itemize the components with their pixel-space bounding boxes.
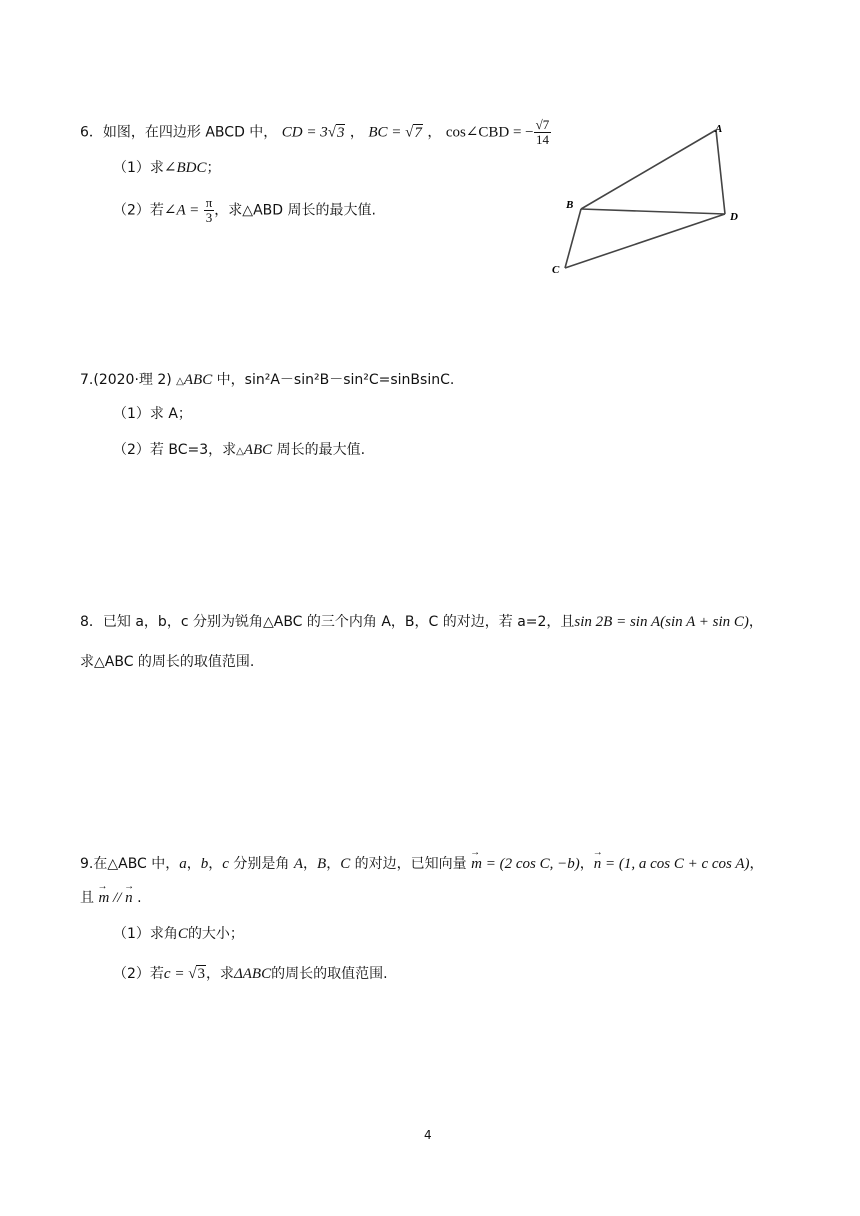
quadrilateral-figure: [548, 118, 748, 283]
q6-part2: （2）若∠A = $\frac{\pi}{3}$ ，求△ABD 周长的最大值.: [113, 195, 376, 225]
q7-stem: 7.(2020·理 2) △ABC 中，sin²A－sin²B－sin²C=sinBsinC.: [80, 372, 455, 388]
edge-bc: [565, 209, 581, 268]
q6-prefix: 6．如图，在四边形 ABCD 中，: [80, 124, 278, 141]
vector-n: → n: [594, 854, 602, 874]
edge-bd: [581, 209, 725, 214]
q6-stem: 6．如图，在四边形 ABCD 中， CD = 3√3 ， BC = √7 ， cos∠CBD = − $\frac{√7}{14}$: [80, 117, 550, 147]
q9-line1: 9.在△ABC 中，a，b，c 分别是角 A，B，C 的对边，已知向量 → m = (2 cos C, −b)，→ n = (1, a cos C + c cos A)，: [80, 854, 764, 874]
q6-cos: cos∠CBD = −: [445, 124, 534, 141]
q6-cos-frac: $\frac{√7}{14}$: [535, 117, 550, 147]
q6-pi-frac: $\frac{\pi}{3}$: [205, 195, 213, 225]
vertex-label-b: B: [566, 199, 574, 211]
q9-part1: （1）求角C的大小；: [113, 926, 244, 942]
page-number: 4: [424, 1128, 432, 1142]
q6-bc: BC = √7: [368, 124, 422, 141]
vector-m: → m: [471, 854, 482, 874]
edge-ab: [581, 130, 716, 209]
q8-line1: 8．已知 a，b，c 分别为锐角△ABC 的三个内角 A，B，C 的对边，若 a=2，且sin 2B = sin A(sin A + sin C)，: [80, 614, 763, 630]
q9-line2: 且 → m // → n .: [80, 888, 142, 908]
vertex-label-d: D: [730, 211, 738, 223]
edge-cd: [565, 214, 725, 268]
q8-line2: 求△ABC 的周长的取值范围.: [80, 654, 255, 670]
edge-ad: [716, 130, 725, 214]
q7-part1: （1）求 A；: [113, 406, 192, 422]
q7-part2: （2）若 BC=3，求△ABC 周长的最大值.: [113, 442, 366, 458]
q6-cd: CD = 3√3: [281, 124, 345, 141]
q9-part2: （2）若c = √3，求ΔABC的周长的取值范围.: [113, 966, 388, 982]
vertex-label-a: A: [715, 123, 723, 135]
vertex-label-c: C: [552, 264, 560, 276]
q6-part1: （1）求∠BDC；: [113, 160, 221, 176]
